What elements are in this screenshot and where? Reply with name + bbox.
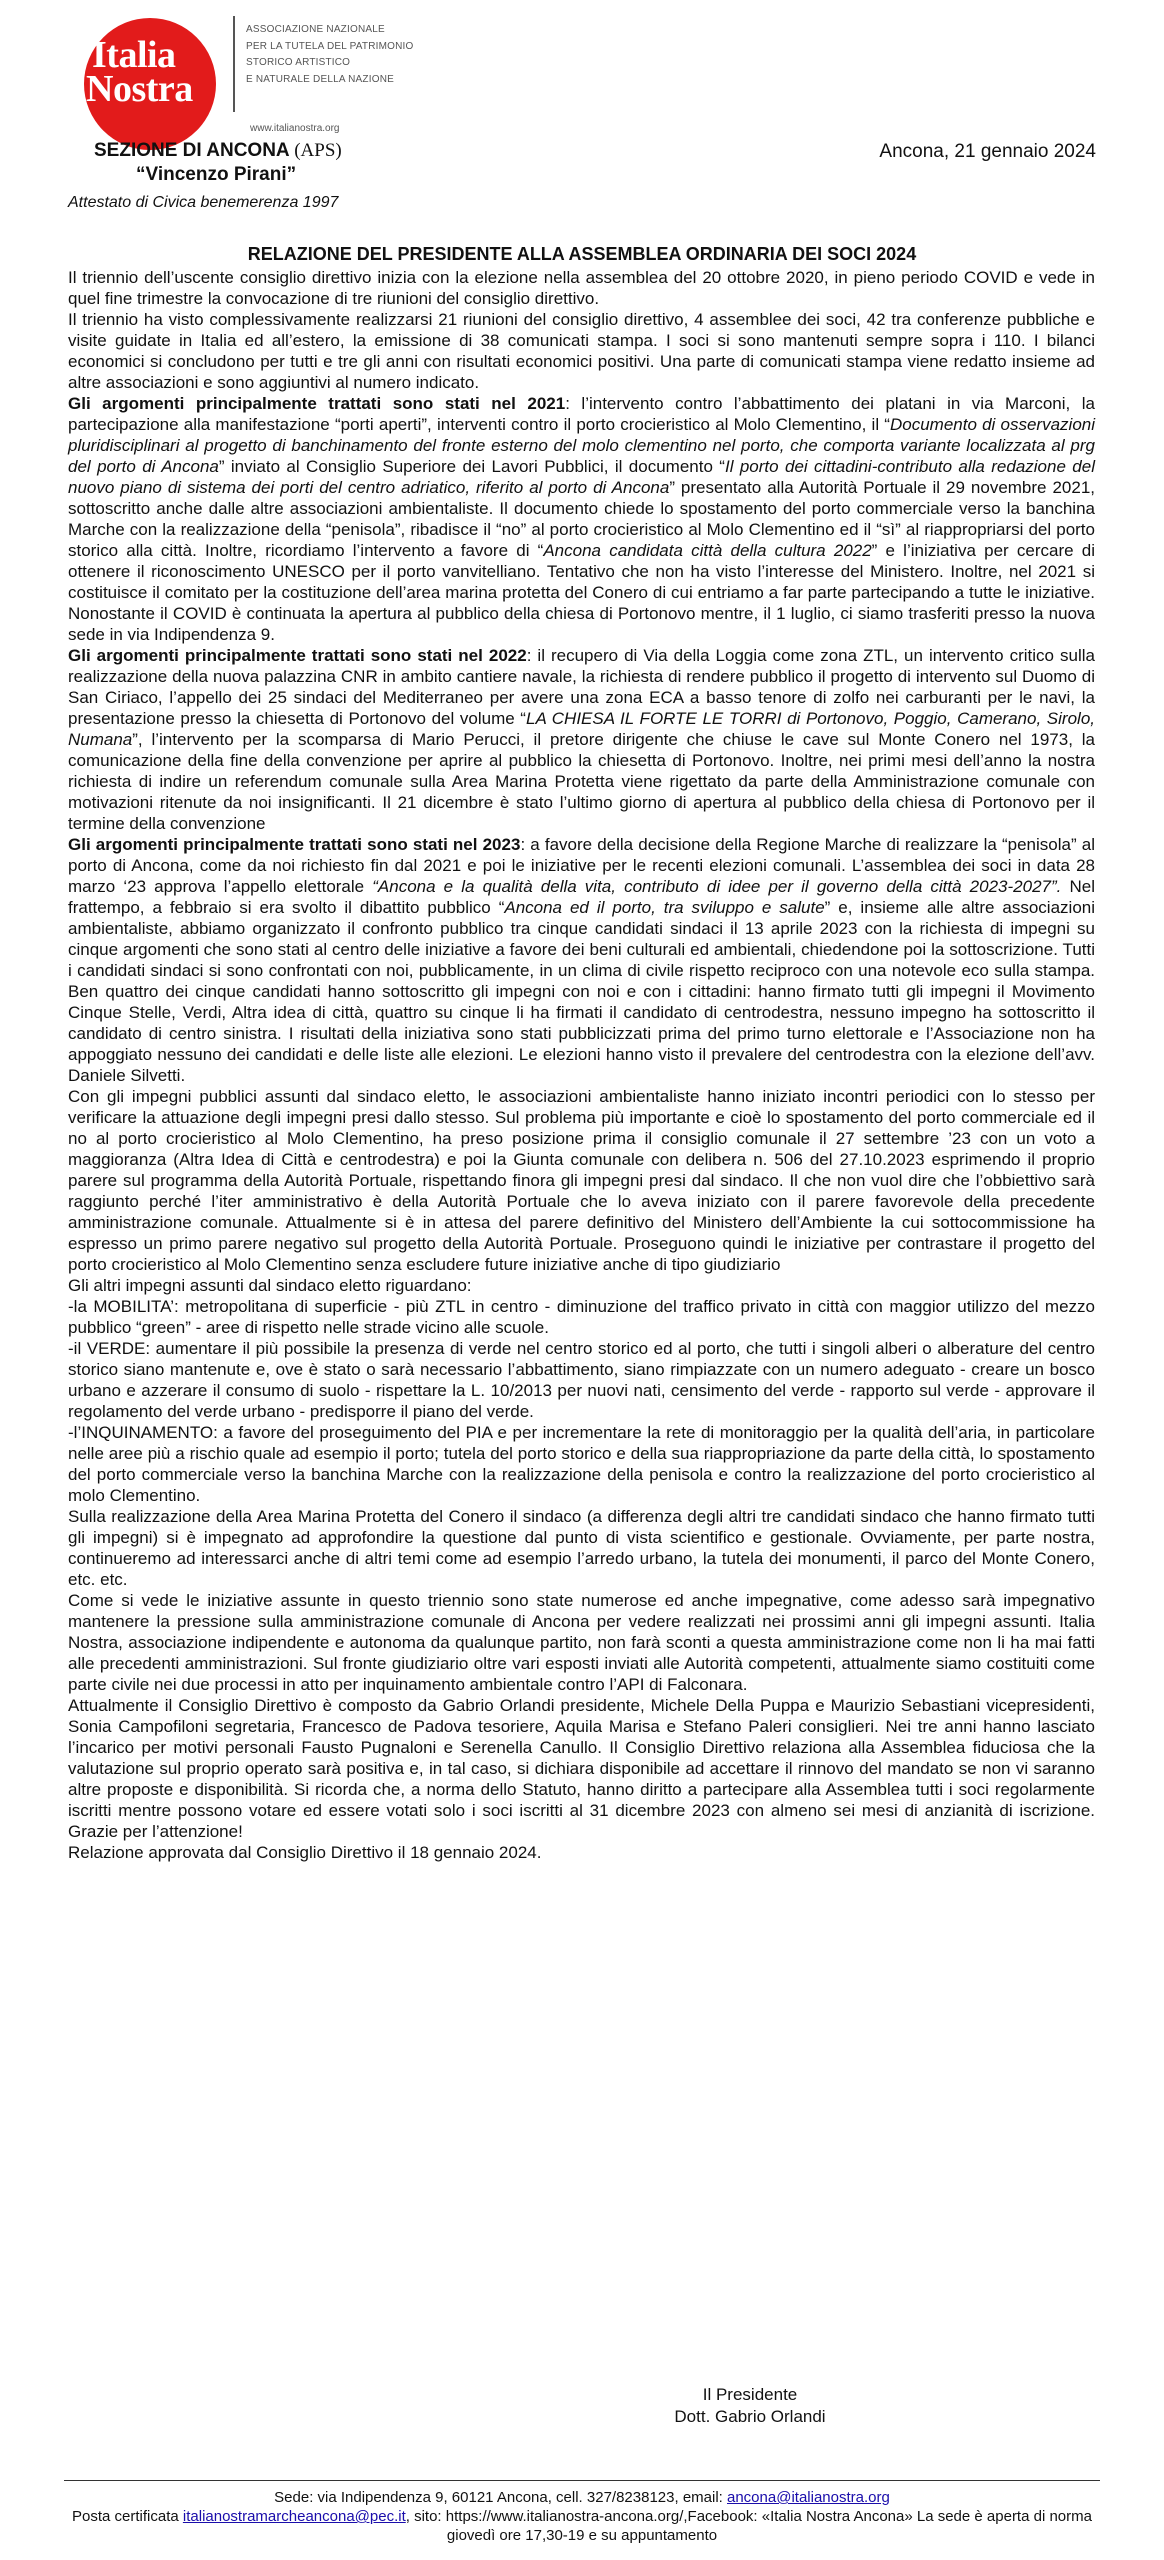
text-run: ” inviato al Consiglio Superiore dei Lavori Pubblici, il documento “ (218, 457, 725, 476)
footer-contacts-text: , sito: https://www.italianostra-ancona.org/,Facebook: «Italia Nostra Ancona» La sede è aperta di norma giovedì ore 17,30-19 e su appuntamento (405, 2508, 1092, 2544)
section-dedication: “Vincenzo Pirani” (136, 164, 297, 185)
text-run: : l’intervento contro l’abbattimento dei platani in via Marconi, la partecipazione alla manifestazione “porti aperti”, interventi contro il porto crocieristico al Molo Clementino, il “ (68, 394, 1095, 434)
paragraph-2023 (68, 834, 1095, 1086)
paragraph-summary: Il triennio ha visto complessivamente realizzarsi 21 riunioni del consiglio direttivo, 4 assemblee dei soci, 42 tra conferenze pubbliche e visite guidate in Italia ed all’estero, la emissione di 38 comunicati stampa. I soci si sono mantenuti sempre sopra i 110. I bilanci economici si concludono per tutti e tre gli anni con risultati economici positivi. Una parte di comunicati stampa viene redatto insieme ad altre associazioni e sono aggiuntivi al numero indicato. (68, 310, 1095, 392)
footer-address-text: Sede: via Indipendenza 9, 60121 Ancona, cell. 327/8238123, email: (274, 2489, 727, 2506)
section-name (94, 140, 342, 162)
signature-role: Il Presidente (702, 2385, 798, 2404)
document-date: Ancona, 21 gennaio 2024 (879, 141, 1096, 162)
paragraph-board: Attualmente il Consiglio Direttivo è composto da Gabrio Orlandi presidente, Michele Della Puppa e Maurizio Sebastiani vicepresidenti, Sonia Campofiloni segretaria, Francesco de Padova tesoriere, Aquila Marisa e Stefano Paleri consiglieri. Nei tre anni hanno lasciato l’incarico per motivi personali Fausto Pugnaloni e Serenella Canullo. Il Consiglio Direttivo relaziona alla Assemblea fiduciosa che la valutazione sul proprio operato sarà positiva e, in tal caso, si dichiara disponibile ad accettare il rinnovo del mandato se non vi saranno altre proposte e disponibilità. Si ricorda che, a norma dello Statuto, hanno diritto a partecipare alla Assemblea tutti i soci regolarmente iscritti mentre possono votare ed essere votati solo i soci iscritti al 31 dicembre 2023 con almeno sei mesi di anzianità di iscrizione. Grazie per l’attenzione! (68, 1696, 1095, 1841)
footer-line-contacts (64, 2507, 1100, 2545)
paragraph-lead: Gli argomenti principalmente trattati sono stati nel 2022 (68, 646, 527, 665)
paragraph-approval: Relazione approvata dal Consiglio Direttivo il 18 gennaio 2024. (68, 1843, 542, 1862)
italic-run: “Ancona e la qualità della vita, contributo di idee per il governo della città 2023-2027”. (372, 877, 1062, 896)
signature-block (620, 2384, 880, 2428)
footer-pec-label: Posta certificata (72, 2508, 183, 2525)
signature-name: Dott. Gabrio Orlandi (674, 2407, 826, 2426)
paragraph-marine-area: Sulla realizzazione della Area Marina Protetta del Conero il sindaco (a differenza degli altri tre candidati sindaco che hanno firmato tutti gli impegni) si è impegnato ad approfondire la questione dal punto di vista scientifico e gestionale. Ovviamente, per parte nostra, continueremo ad interessarci anche di altri temi come ad esempio l’arredo urbano, la tutela dei monumenti, il parco del Monte Conero, etc. etc. (68, 1507, 1095, 1589)
footer-email-link[interactable]: ancona@italianostra.org (727, 2489, 890, 2506)
paragraph-intro: Il triennio dell’uscente consiglio direttivo inizia con la elezione nella assemblea del 20 ottobre 2020, in pieno periodo COVID e vede in quel fine trimestre la convocazione di tre riunioni del consiglio direttivo. (68, 268, 1095, 308)
association-line: STORICO ARTISTICO (246, 57, 351, 68)
section-attestation: Attestato di Civica benemerenza 1997 (68, 194, 339, 211)
paragraph-green: -il VERDE: aumentare il più possibile la presenza di verde nel centro storico ed al porto, che tutti i singoli alberi o alberature del centro storico siano mantenute e, ove è stato o sarà necessario l’abbattimento, siano rimpiazzate con un numero adeguato - creare un bosco urbano e azzerare il consumo di suolo - rispettare la L. 10/2013 per nuovi nati, censimento del verde - rapporto sul verde - approvare il regolamento del verde urbano - predisporre il piano del verde. (68, 1339, 1095, 1421)
association-line: E NATURALE DELLA NAZIONE (246, 73, 394, 85)
paragraph-mobility: -la MOBILITA’: metropolitana di superficie - più ZTL in centro - diminuzione del traffico privato in città con maggior utilizzo del mezzo pubblico “green” - aree di rispetto nelle strade vicino alle scuole. (68, 1297, 1095, 1337)
footer-pec-link[interactable]: italianostramarcheancona@pec.it (182, 2508, 406, 2525)
text-run: ” e, insieme alle altre associazioni ambientaliste, abbiamo organizzato il confronto pubblico tra cinque candidati sindaci il 13 aprile 2023 con la richiesta di impegni su cinque argomenti che sono stati al centro delle iniziative a favore dei beni culturali ed ambientali, chiedendone poi la sottoscrizione. Tutti i candidati sindaci si sono confrontati con noi, pubblicamente, in un clima di civile rispetto reciproco con una notevole eco sulla stampa. Ben quattro dei cinque candidati hanno sottoscritto gli impegni con noi e con i cittadini: hanno firmato tutti gli impegni il Movimento Cinque Stelle, Verdi, Altra idea di città, quattro su cinque li ha firmati il candidato di centrodestra, nessuno impegno ha sottoscritto il candidato di centro sinistra. I risultati della iniziativa sono stati pubblicizzati prima del primo turno elettorale e l’Associazione non ha appoggiato nessuno dei candidati e delle liste alle elezioni. Le elezioni hanno visto il prevalere del centrodestra con la elezione dell’avv. Daniele Silvetti. (68, 898, 1095, 1085)
association-description (246, 22, 486, 88)
paragraph-lead: Gli argomenti principalmente trattati sono stati nel 2021 (68, 394, 566, 413)
text-run: Nel frattempo, a febbraio si era svolto il dibattito pubblico “ (68, 877, 1095, 917)
text-run: ” e l’iniziativa per cercare di ottenere il riconoscimento UNESCO per il porto vanvitelliano. Tentativo che non ha visto l’interesse del Ministero. Inoltre, nel 2021 si costituisce il comitato per la costituzione dell’area marina protetta del Conero di cui entriamo a far parte partecipando a tutte le iniziative. Nonostante il COVID è continuata la apertura al pubblico della chiesa di Portonovo mentre, il 1 luglio, ci siamo trasferiti presso la nuova sede in via Indipendenza 9. (68, 541, 1095, 644)
paragraph-2021 (68, 393, 1095, 645)
logo-divider (233, 16, 235, 112)
footer (64, 2488, 1100, 2545)
document-title: RELAZIONE DEL PRESIDENTE ALLA ASSEMBLEA ORDINARIA DEI SOCI 2024 (247, 244, 917, 264)
italic-run: Documento di osservazioni pluridisciplinari al progetto di banchinamento del fronte esterno del molo clementino nel porto, che comporta variante localizzata al prg del porto di Ancona (68, 415, 1096, 476)
document-body (68, 267, 1095, 1863)
italic-run: Il porto dei cittadini-contributo alla redazione del nuovo piano di sistema dei porti del centro adriatico, riferito al porto di Ancona (68, 457, 1095, 497)
text-run: : a favore della decisione della Regione Marche di realizzare la “penisola” al porto di Ancona, come da noi richiesto fin dal 2021 e poi le iniziative per le recenti elezioni comunali. L’assemblea dei soci in data 28 marzo ‘23 approva l’appello elettorale (68, 835, 1095, 896)
italic-run: Ancona ed il porto, tra sviluppo e salute (504, 898, 825, 917)
section-name-text: SEZIONE DI ANCONA (94, 140, 289, 161)
paragraph-port-commitments: Con gli impegni pubblici assunti dal sindaco eletto, le associazioni ambientaliste hanno iniziato incontri periodici con lo stesso per verificare la attuazione degli impegni presi dallo stesso. Sul problema più importante e cioè lo spostamento del porto commerciale ed il no al porto crocieristico al Molo Clementino, ha preso posizione prima il consiglio comunale il 27 settembre ’23 con un voto a maggioranza (Altra Idea di Città e centrodestra) e poi la Giunta comunale con delibera n. 506 del 27.10.2023 esprimendo il proprio parere sul programma della Autorità Portuale, rispettando finora gli impegni presi dal sindaco. Il che non vuol dire che l’obbiettivo sarà raggiunto perché l’iter amministrativo è della Autorità Portuale che lo aveva iniziato con il parere favorevole della precedente amministrazione comunale. Attualmente si è in attesa del parere definitivo del Ministero dell’Ambiente la cui sottocommissione ha espresso un primo parere negativo sul progetto della Autorità Portuale. Proseguono quindi le iniziative per contrastare il progetto del porto crocieristico al Molo Clementino senza escludere future iniziative anche di tipo giudiziario (68, 1087, 1095, 1274)
text-run: ” presentato alla Autorità Portuale il 29 novembre 2021, sottoscritto anche dalle altre associazioni ambientaliste. Il documento chiede lo spostamento del porto commerciale verso la banchina Marche con la realizzazione della “penisola”, ribadisce il “no” al porto crocieristico al Molo Clementino ed il “sì” al riappropriarsi del porto storico alla città. Inoltre, ricordiamo l’intervento a favore di “ (68, 478, 1095, 560)
letterhead-website: www.italianostra.org (250, 123, 340, 134)
association-line: ASSOCIAZIONE NAZIONALE (246, 24, 385, 35)
footer-divider (64, 2480, 1100, 2481)
logo-word-nostra: Nostra (86, 68, 193, 110)
paragraph-2022 (68, 645, 1095, 834)
footer-line-address (64, 2488, 1100, 2507)
paragraph-lead: Gli argomenti principalmente trattati sono stati nel 2023 (68, 835, 521, 854)
association-line: PER LA TUTELA DEL PATRIMONIO (246, 40, 414, 52)
paragraph-outlook: Come si vede le iniziative assunte in questo triennio sono state numerose ed anche impegnative, come adesso sarà impegnativo mantenere la pressione sulla amministrazione comunale di Ancona per vedere realizzati nei prossimi anni gli impegni assunti. Italia Nostra, associazione indipendente e autonoma da qualunque partito, non farà sconti a questa amministrazione come non li ha mai fatti alle precedenti amministrazioni. Sul fronte giudiziario oltre vari esposti inviati alle Autorità competenti, attualmente siamo costituiti come parte civile nei due processi in atto per inquinamento ambientale contro l’API di Falconara. (68, 1591, 1095, 1694)
section-aps: (APS) (294, 140, 342, 161)
italic-run: LA CHIESA IL FORTE LE TORRI di Portonovo, Poggio, Camerano, Sirolo, Numana (68, 709, 1095, 749)
italic-run: Ancona candidata città della cultura 2022 (543, 541, 872, 560)
text-run: ”, l’intervento per la scomparsa di Mario Perucci, il pretore dirigente che chiuse le cave sul Monte Conero nel 1973, la comunicazione della fine della convenzione per aprire al pubblico la chiesetta di Portonovo. Inoltre, nei primi mesi dell’anno la nostra richiesta di indire un referendum comunale sulla Area Marina Protetta viene rigettato da parte della Amministrazione comunale con motivazioni ritenute da noi insignificanti. Il 21 dicembre è stato l’ultimo giorno di apertura al pubblico della chiesa di Portonovo per il termine della convenzione (68, 730, 1095, 833)
text-run: : il recupero di Via della Loggia come zona ZTL, un intervento critico sulla realizzazione della nuova palazzina CNR in ambito cantiere navale, la richiesta di rendere pubblico il progetto di intervento sul Duomo di San Ciriaco, l’appello dei 25 sindaci del Mediterraneo per avere una zona ECA a basso tenore di zolfo nei carburanti per le navi, la presentazione presso la chiesetta di Portonovo del volume “ (68, 646, 1095, 728)
paragraph-pollution: -l’INQUINAMENTO: a favore del proseguimento del PIA e per incrementare la rete di monitoraggio per la qualità dell’aria, in particolare nelle aree più a rischio quale ad esempio il porto; tutela del porto storico e della sua riappropriazione da parte della città, lo spostamento del porto commerciale verso la banchina Marche con la realizzazione della penisola e contro la realizzazione del porto crocieristico al molo Clementino. (68, 1423, 1095, 1505)
logo-word-italia: Italia (92, 34, 176, 76)
paragraph-other-commitments: Gli altri impegni assunti dal sindaco eletto riguardano: (68, 1276, 472, 1295)
